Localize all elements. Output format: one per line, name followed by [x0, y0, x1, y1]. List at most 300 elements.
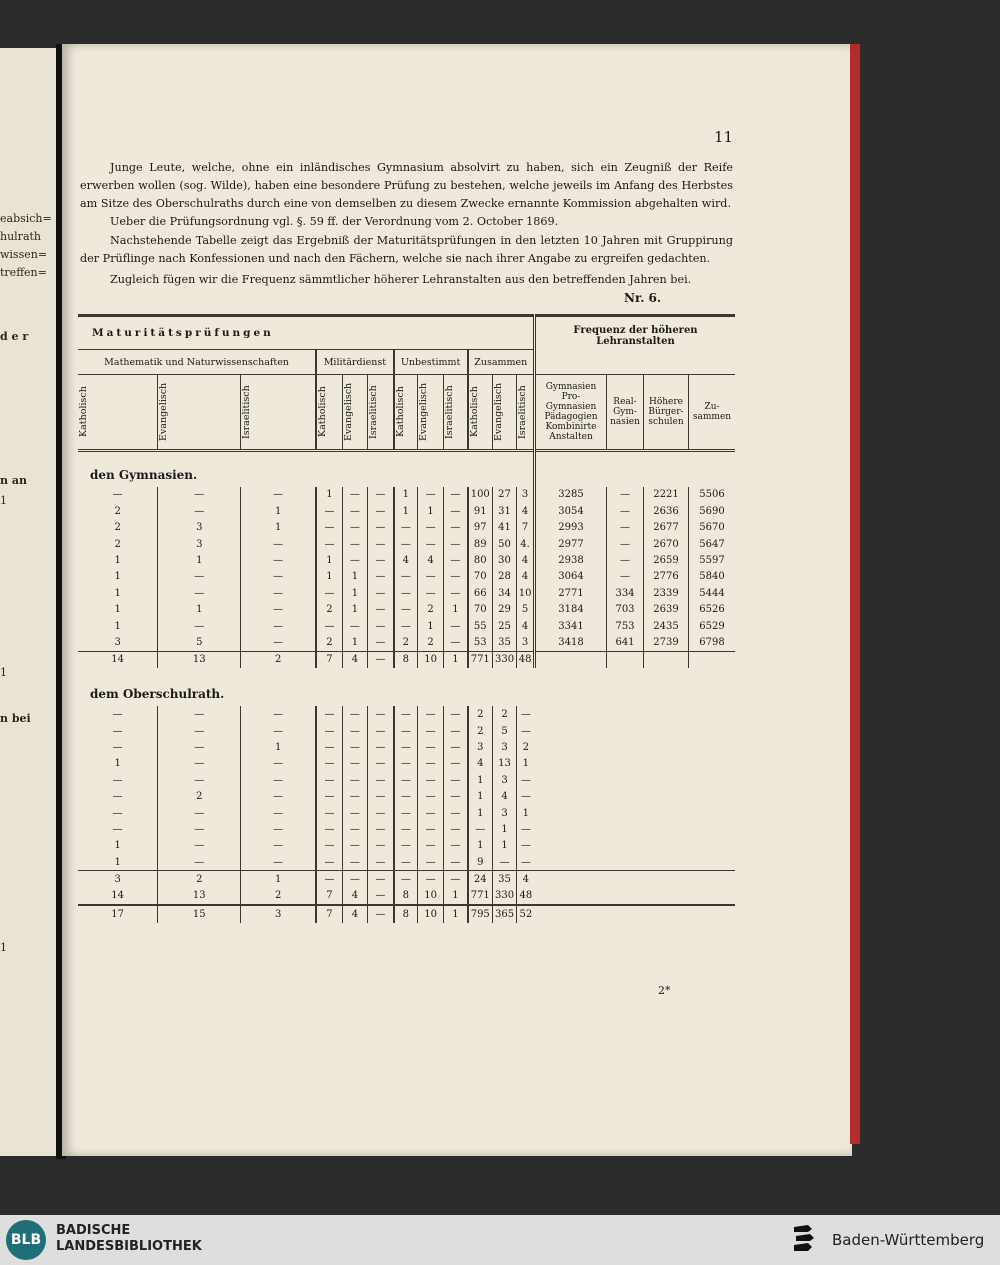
table-cell: —: [444, 618, 468, 634]
table-cell: 5444: [689, 585, 736, 601]
table-cell: 24: [468, 871, 493, 888]
table-cell: [644, 772, 689, 788]
table-cell: —: [394, 805, 418, 821]
table-cell: —: [367, 821, 393, 837]
table-cell: [644, 756, 689, 772]
table-cell: 2: [158, 871, 241, 888]
paragraph-wilde: Junge Leute, welche, ohne ein inländisches Gymnasium absolvirt zu haben, sich ein Zeugniß der Reife erwerben wollen (sog. Wilde), haben eine besondere Prüfung zu bestehen, welche jeweils im Anfang des Herbstes am Sitze des Oberschulraths durch eine von demselben zu diesem Zwecke ernannte Kommission abgehalten wird.: [80, 161, 733, 210]
table-cell: —: [444, 871, 468, 888]
table-row: [78, 756, 735, 772]
table-cell: —: [418, 838, 444, 854]
table-row: [78, 536, 735, 552]
table-cell: —: [418, 706, 444, 722]
table-cell: —: [316, 772, 342, 788]
table-cell: 2435: [644, 618, 689, 634]
table-cell: 3: [517, 487, 535, 503]
table-cell: —: [316, 585, 342, 601]
table-cell: 2938: [535, 552, 607, 568]
table-cell: 334: [607, 585, 644, 601]
table-cell: [607, 706, 644, 722]
table-cell: 3: [492, 772, 516, 788]
table-cell: 3: [517, 634, 535, 651]
table-cell: 1: [418, 503, 444, 519]
table-cell: [535, 821, 607, 837]
table-cell: —: [241, 854, 316, 871]
left-text-fragment: n an: [0, 474, 27, 487]
table-cell: 14: [111, 890, 125, 902]
table-cell: —: [342, 854, 367, 871]
table-cell: 1: [114, 555, 121, 567]
table-cell: 2: [468, 706, 493, 722]
table-cell: 1: [444, 905, 468, 922]
table-cell: [644, 821, 689, 837]
table-cell: 31: [492, 503, 516, 519]
table-row: [78, 888, 735, 905]
table-cell: —: [517, 772, 535, 788]
left-text-fragment: wissen=: [0, 248, 48, 261]
table-cell: —: [517, 821, 535, 837]
table-cell: —: [607, 520, 644, 536]
table-cell: 7: [316, 905, 342, 922]
table-cell: —: [367, 503, 393, 519]
table-cell: —: [367, 838, 393, 854]
table-cell: 1: [158, 602, 241, 618]
table-cell: 3: [78, 871, 158, 888]
table-cell: 27: [492, 487, 516, 503]
table-cell: 50: [492, 536, 516, 552]
table-cell: 1: [517, 805, 535, 821]
table-cell: —: [112, 725, 123, 737]
table-cell: —: [241, 756, 316, 772]
table-cell: 13: [492, 756, 516, 772]
table-cell: —: [342, 739, 367, 755]
header-evangelisch: Evangelisch: [418, 383, 430, 442]
table-cell: —: [394, 838, 418, 854]
table-cell: —: [342, 772, 367, 788]
table-cell: —: [517, 788, 535, 804]
table-cell: 365: [492, 905, 516, 922]
table-cell: 7: [316, 888, 342, 905]
signature-mark: 2*: [658, 984, 671, 997]
table-cell: 4: [418, 552, 444, 568]
table-cell: —: [367, 854, 393, 871]
table-cell: 1: [114, 840, 121, 852]
table-cell: —: [342, 520, 367, 536]
table-row: [78, 905, 735, 922]
table-cell: 7: [316, 651, 342, 668]
table-cell: —: [607, 503, 644, 519]
table-cell: —: [241, 618, 316, 634]
table-cell: —: [394, 854, 418, 871]
table-cell: [535, 838, 607, 854]
header-gymnasien: Gymnasien Pro- Gymnasien Pädagogien Kombinirte Anstalten: [535, 375, 607, 451]
table-cell: —: [492, 854, 516, 871]
table-cell: —: [394, 723, 418, 739]
table-cell: 3: [158, 536, 241, 552]
table-cell: 2: [316, 634, 342, 651]
table-cell: 2771: [535, 585, 607, 601]
table-cell: 2670: [644, 536, 689, 552]
table-header-row: [78, 316, 735, 350]
table-cell: —: [158, 772, 241, 788]
table-cell: —: [444, 503, 468, 519]
header-group-militaer: Militärdienst: [316, 350, 394, 375]
table-cell: [689, 723, 736, 739]
table-cell: —: [444, 552, 468, 568]
table-cell: —: [517, 854, 535, 871]
table-cell: —: [316, 503, 342, 519]
table-cell: 1: [158, 552, 241, 568]
table-cell: [535, 723, 607, 739]
table-number: Nr. 6.: [624, 291, 662, 305]
header-group-unbestimmt: Unbestimmt: [394, 350, 468, 375]
table-cell: —: [112, 807, 123, 819]
table-cell: 35: [492, 634, 516, 651]
table-cell: [607, 739, 644, 755]
table-row: [78, 487, 735, 503]
header-katholisch: Katholisch: [394, 386, 406, 438]
left-page-edge: [0, 48, 58, 1156]
table-cell: 1: [316, 569, 342, 585]
table-cell: —: [367, 585, 393, 601]
table-cell: —: [316, 821, 342, 837]
table-cell: 1: [241, 503, 316, 519]
table-cell: 1: [394, 487, 418, 503]
table-row: [78, 772, 735, 788]
table-row: [78, 706, 735, 722]
left-text-fragment: hulrath: [0, 230, 42, 243]
table-cell: —: [241, 552, 316, 568]
table-cell: 2639: [644, 602, 689, 618]
table-cell: —: [241, 706, 316, 722]
header-evangelisch: Evangelisch: [158, 383, 170, 442]
table-cell: 2: [241, 888, 316, 905]
table-cell: 66: [468, 585, 493, 601]
table-cell: 330: [492, 651, 516, 668]
table-cell: —: [367, 569, 393, 585]
table-cell: —: [367, 871, 393, 888]
table-cell: 41: [492, 520, 516, 536]
table-cell: 5597: [689, 552, 736, 568]
table-cell: —: [158, 805, 241, 821]
table-cell: 330: [492, 888, 516, 905]
table-cell: —: [112, 489, 123, 501]
table-cell: —: [316, 723, 342, 739]
table-cell: —: [241, 634, 316, 651]
library-name-line2: LANDESBIBLIOTHEK: [56, 1239, 202, 1254]
table-cell: 91: [468, 503, 493, 519]
table-cell: —: [367, 602, 393, 618]
table-cell: 2: [114, 505, 121, 517]
table-cell: —: [607, 487, 644, 503]
table-cell: —: [468, 821, 493, 837]
left-text-fragment: d e r: [0, 330, 29, 343]
table-cell: —: [418, 569, 444, 585]
table-cell: —: [316, 756, 342, 772]
table-cell: 34: [492, 585, 516, 601]
table-cell: —: [444, 569, 468, 585]
table-cell: 30: [492, 552, 516, 568]
table-cell: —: [158, 756, 241, 772]
table-cell: 2636: [644, 503, 689, 519]
table-cell: 1: [492, 821, 516, 837]
table-cell: [607, 788, 644, 804]
table-cell: 29: [492, 602, 516, 618]
table-cell: 2: [114, 538, 121, 550]
table-cell: [535, 888, 607, 905]
library-name: [56, 1223, 202, 1255]
table-cell: —: [367, 618, 393, 634]
header-hoehere-buergerschulen: Höhere Bürger- schulen: [644, 375, 689, 451]
table-cell: 48: [517, 651, 535, 668]
table-cell: [607, 871, 644, 888]
table-cell: —: [342, 805, 367, 821]
table-cell: [644, 871, 689, 888]
table-cell: —: [342, 871, 367, 888]
table-cell: —: [367, 634, 393, 651]
table-cell: —: [342, 706, 367, 722]
table-cell: —: [342, 552, 367, 568]
table-cell: 8: [394, 651, 418, 668]
table-cell: —: [112, 791, 123, 803]
paragraph-pruefungsordnung: Ueber die Prüfungsordnung vgl. §. 59 ff. der Verordnung vom 2. October 1869.: [110, 215, 559, 228]
table-cell: [607, 756, 644, 772]
table-row: [78, 585, 735, 601]
table-cell: 28: [492, 569, 516, 585]
table-cell: 10: [418, 888, 444, 905]
table-cell: [535, 772, 607, 788]
table-cell: 17: [78, 905, 158, 922]
table-cell: [644, 888, 689, 905]
table-cell: —: [367, 487, 393, 503]
table-cell: [644, 905, 689, 922]
table-cell: 2: [241, 651, 316, 668]
table-cell: —: [241, 805, 316, 821]
section-title-gymnasien: den Gymnasien.: [90, 467, 198, 482]
table-cell: [689, 838, 736, 854]
table-cell: 1: [468, 805, 493, 821]
table-cell: —: [158, 487, 241, 503]
table-cell: 2: [114, 522, 121, 534]
table-cell: 3054: [535, 503, 607, 519]
table-row: [78, 503, 735, 519]
table-cell: —: [444, 585, 468, 601]
table-cell: [689, 756, 736, 772]
table-cell: [689, 788, 736, 804]
table-cell: —: [367, 756, 393, 772]
table-cell: —: [316, 854, 342, 871]
page-number: 11: [714, 128, 734, 146]
table-cell: 4: [342, 888, 367, 905]
table-cell: —: [316, 618, 342, 634]
table-cell: —: [444, 723, 468, 739]
table-cell: —: [241, 838, 316, 854]
table-row: [78, 821, 735, 837]
table-cell: —: [367, 723, 393, 739]
table-cell: 10: [517, 585, 535, 601]
table-cell: —: [342, 821, 367, 837]
table-cell: 5690: [689, 503, 736, 519]
table-cell: [607, 723, 644, 739]
table-cell: [644, 723, 689, 739]
table-cell: 1: [468, 772, 493, 788]
table-row: [78, 723, 735, 739]
table-cell: [607, 838, 644, 854]
table-row: [78, 520, 735, 536]
table-cell: —: [158, 838, 241, 854]
table-cell: 1: [114, 758, 121, 770]
table-cell: 52: [517, 905, 535, 922]
table-cell: 4: [342, 651, 367, 668]
table-cell: 1: [114, 604, 121, 616]
table-row: [78, 651, 735, 668]
table-cell: 55: [468, 618, 493, 634]
table-cell: 8: [394, 905, 418, 922]
table-cell: —: [394, 788, 418, 804]
table-cell: 3064: [535, 569, 607, 585]
table-cell: —: [316, 739, 342, 755]
table-cell: —: [444, 805, 468, 821]
table-cell: —: [158, 706, 241, 722]
table-cell: [607, 821, 644, 837]
table-cell: —: [367, 772, 393, 788]
table-cell: —: [112, 741, 123, 753]
table-cell: 1: [342, 569, 367, 585]
table-cell: —: [394, 756, 418, 772]
table-row: [78, 871, 735, 888]
table-cell: 53: [468, 634, 493, 651]
table-cell: —: [158, 618, 241, 634]
table-row: [78, 838, 735, 854]
table-cell: 3341: [535, 618, 607, 634]
table-cell: —: [444, 772, 468, 788]
table-cell: —: [394, 569, 418, 585]
table-cell: —: [418, 723, 444, 739]
table-cell: 753: [607, 618, 644, 634]
table-cell: 4: [517, 552, 535, 568]
table-cell: 4: [517, 618, 535, 634]
lions-coat-of-arms-icon: [790, 1221, 824, 1257]
table-cell: —: [394, 520, 418, 536]
header-katholisch: Katholisch: [78, 386, 89, 438]
scanned-page: [62, 44, 852, 1156]
table-cell: [689, 854, 736, 871]
table-cell: [535, 854, 607, 871]
table-cell: 4: [468, 756, 493, 772]
table-cell: —: [241, 821, 316, 837]
table-cell: —: [444, 706, 468, 722]
table-cell: 80: [468, 552, 493, 568]
table-cell: 5: [158, 634, 241, 651]
table-cell: 70: [468, 569, 493, 585]
table-cell: 4: [517, 569, 535, 585]
section-oberschulrath-body: [78, 706, 735, 922]
table-cell: —: [394, 871, 418, 888]
table-cell: 2: [468, 723, 493, 739]
table-cell: —: [367, 805, 393, 821]
table-cell: [607, 888, 644, 905]
table-row: [78, 634, 735, 651]
table-cell: 3: [492, 739, 516, 755]
table-cell: —: [444, 838, 468, 854]
table-cell: 100: [468, 487, 493, 503]
table-cell: —: [241, 536, 316, 552]
table-cell: 3418: [535, 634, 607, 651]
table-cell: 3285: [535, 487, 607, 503]
table-cell: —: [607, 569, 644, 585]
header-israelitisch: Israelitisch: [444, 385, 456, 440]
header-israelitisch: Israelitisch: [241, 385, 253, 440]
table-cell: [689, 905, 736, 922]
table-cell: 6529: [689, 618, 736, 634]
table-cell: 4: [517, 871, 535, 888]
table-cell: —: [342, 838, 367, 854]
table-cell: 2: [418, 634, 444, 651]
section-title-row: [78, 451, 735, 487]
table-cell: [644, 805, 689, 821]
table-cell: —: [418, 854, 444, 871]
table-cell: —: [517, 838, 535, 854]
table-cell: [535, 706, 607, 722]
section-gymnasien-body: [78, 487, 735, 668]
table-row: [78, 788, 735, 804]
paragraph-tabelle: Nachstehende Tabelle zeigt das Ergebniß der Maturitätsprüfungen in den letzten 10 Jahren mit Gruppirung der Prüflinge nach Konfessionen und nach den Fächern, welche sie nach ihrer Angabe zu ergreifen gedachten.: [80, 234, 733, 265]
table-cell: 1: [468, 788, 493, 804]
table-cell: —: [394, 585, 418, 601]
table-row: [78, 552, 735, 568]
table-cell: —: [394, 821, 418, 837]
table-cell: 1: [444, 888, 468, 905]
table-cell: —: [241, 602, 316, 618]
header-group-mathematik: Mathematik und Naturwissenschaften: [78, 350, 316, 375]
paragraph-frequenz: Zugleich fügen wir die Frequenz sämmtlicher höherer Lehranstalten aus den betreffenden Jahren bei.: [110, 273, 692, 286]
header-realgymnasien: Real- Gym- nasien: [607, 375, 644, 451]
table-cell: —: [418, 871, 444, 888]
table-cell: —: [444, 854, 468, 871]
table-cell: 3: [492, 805, 516, 821]
table-cell: 5670: [689, 520, 736, 536]
table-cell: 3: [241, 905, 316, 922]
table-cell: 1: [241, 520, 316, 536]
table-cell: —: [418, 520, 444, 536]
table-cell: 1: [114, 587, 121, 599]
table-row: [78, 854, 735, 871]
table-cell: —: [444, 634, 468, 651]
table-cell: —: [112, 774, 123, 786]
table-cell: —: [394, 602, 418, 618]
table-cell: —: [241, 772, 316, 788]
table-cell: 48: [517, 888, 535, 905]
table-cell: 1: [444, 651, 468, 668]
header-katholisch: Katholisch: [468, 386, 480, 438]
table-cell: —: [367, 788, 393, 804]
left-text-fragment: treffen=: [0, 266, 47, 279]
table-row: [78, 618, 735, 634]
table-cell: —: [444, 520, 468, 536]
table-cell: 5: [492, 723, 516, 739]
table-cell: —: [394, 706, 418, 722]
table-cell: [644, 651, 689, 668]
table-cell: 9: [468, 854, 493, 871]
table-cell: —: [241, 723, 316, 739]
table-cell: —: [418, 805, 444, 821]
table-cell: [607, 772, 644, 788]
table-cell: —: [367, 905, 393, 922]
table-cell: [644, 706, 689, 722]
table-cell: —: [316, 838, 342, 854]
table-cell: —: [316, 706, 342, 722]
table-cell: 703: [607, 602, 644, 618]
